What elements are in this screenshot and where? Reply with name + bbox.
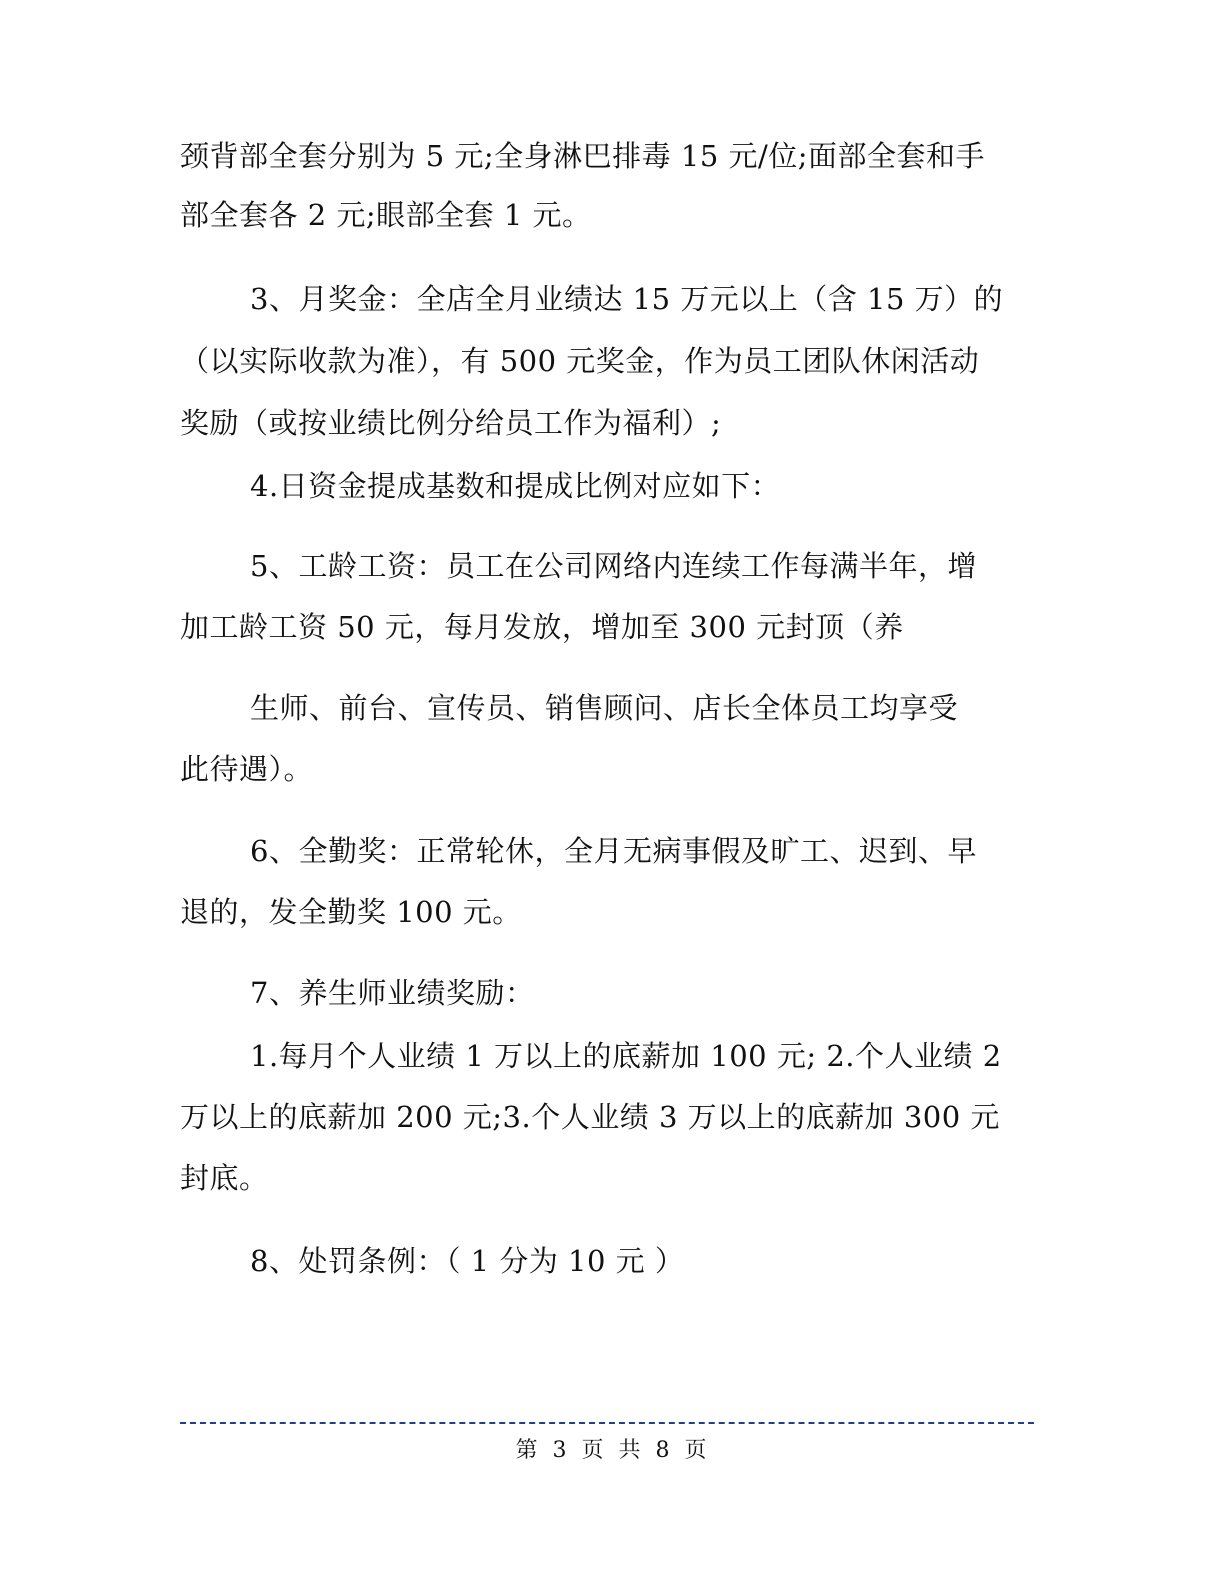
text-line-1: 颈背部全套分别为 5 元;全身淋巴排毒 15 元/位;面部全套和手 <box>180 139 986 173</box>
text-line-3: 3、月奖金：全店全月业绩达 15 万元以上（含 15 万）的 <box>250 282 1004 316</box>
text-line-6: 4.日资金提成基数和提成比例对应如下： <box>250 469 781 503</box>
page-number: 第 3 页 共 8 页 <box>515 1438 709 1463</box>
text-line-15: 万以上的底薪加 200 元;3.个人业绩 3 万以上的底薪加 300 元 <box>180 1100 1000 1134</box>
text-line-9: 生师、前台、宣传员、销售顾问、店长全体员工均享受 <box>250 691 959 725</box>
text-line-10: 此待遇）。 <box>180 752 314 786</box>
text-line-13: 7、养生师业绩奖励： <box>250 976 535 1010</box>
text-line-11: 6、全勤奖：正常轮休，全月无病事假及旷工、迟到、早 <box>250 834 977 868</box>
text-line-4: （以实际收款为准），有 500 元奖金，作为员工团队休闲活动 <box>180 344 980 378</box>
text-line-5: 奖励（或按业绩比例分给员工作为福利）; <box>180 406 722 440</box>
text-line-8: 加工龄工资 50 元，每月发放，增加至 300 元封顶（养 <box>180 610 904 644</box>
text-line-7: 5、工龄工资：员工在公司网络内连续工作每满半年，增 <box>250 549 977 583</box>
text-line-2: 部全套各 2 元;眼部全套 1 元。 <box>180 198 592 232</box>
footer-divider <box>180 1422 1034 1424</box>
text-line-14: 1.每月个人业绩 1 万以上的底薪加 100 元; 2.个人业绩 2 <box>250 1039 1002 1073</box>
text-line-17: 8、处罚条例：（ 1 分为 10 元 ） <box>250 1244 685 1278</box>
text-line-16: 封底。 <box>180 1161 269 1195</box>
text-line-12: 退的，发全勤奖 100 元。 <box>180 895 522 929</box>
